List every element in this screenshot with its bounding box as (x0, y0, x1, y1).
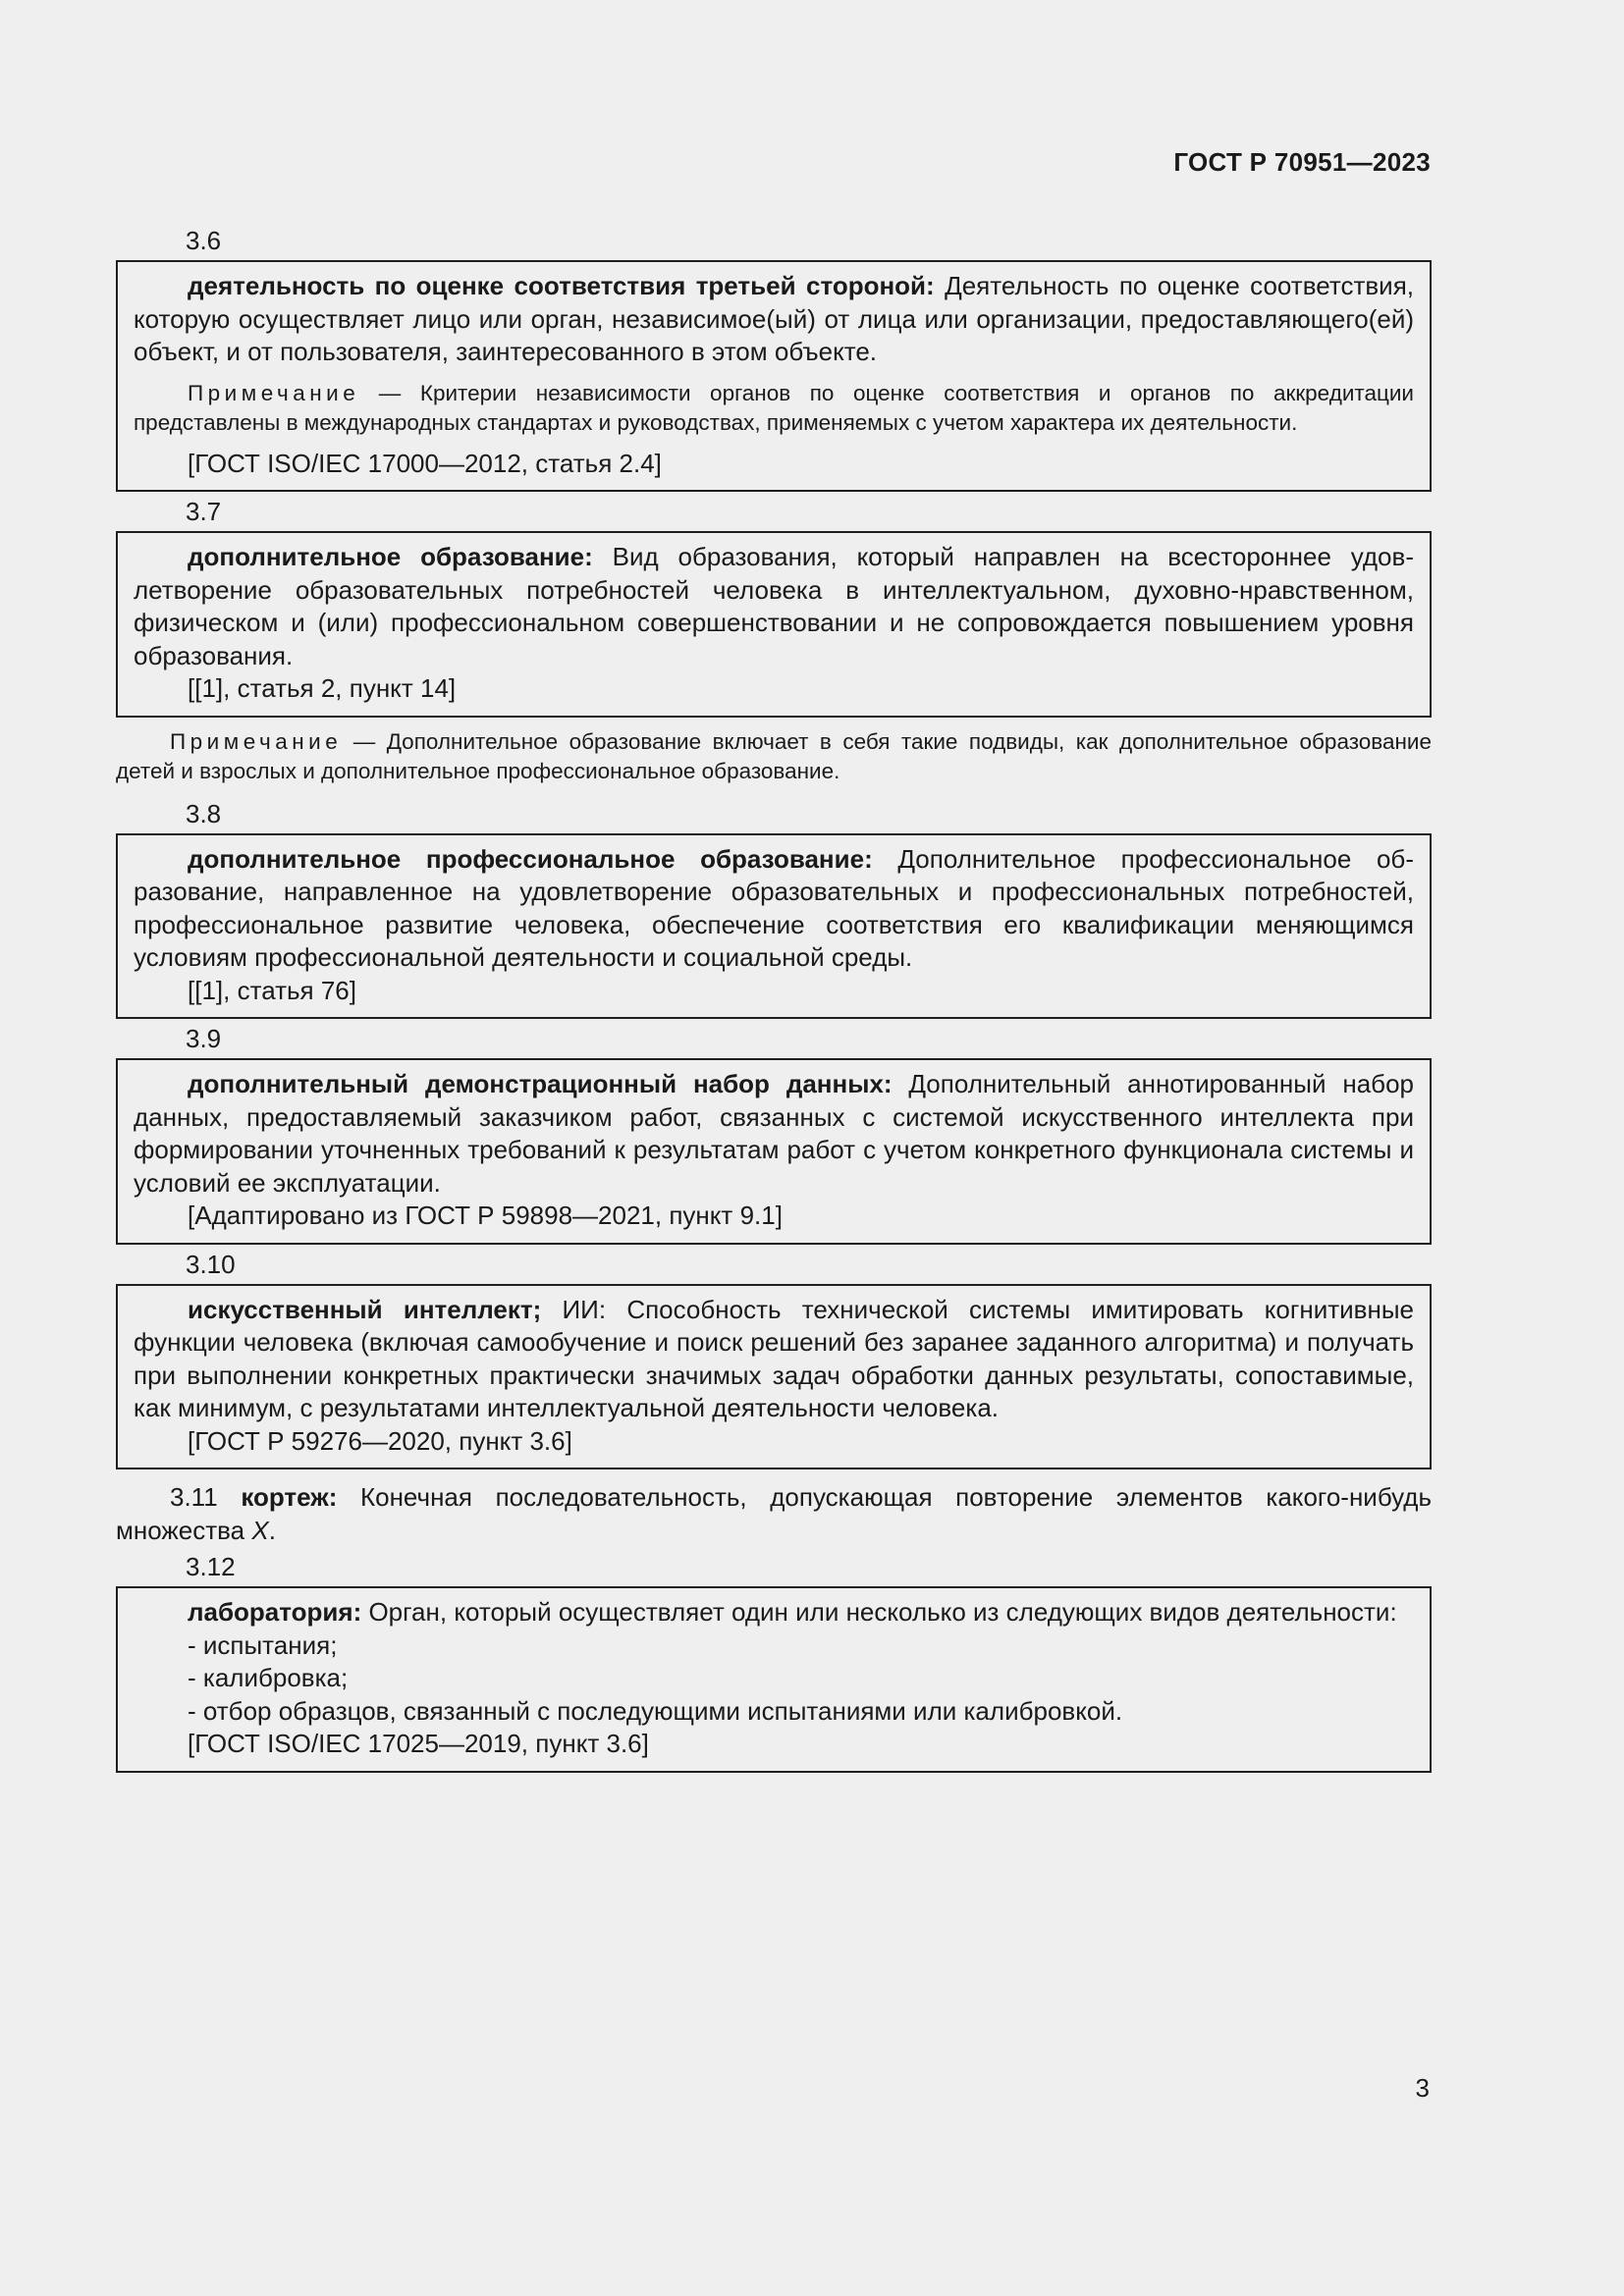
term-definition (134, 270, 1414, 369)
list-item: - испытания; (188, 1629, 338, 1660)
term-definition (116, 1481, 1432, 1547)
term-box (116, 833, 1432, 1020)
definition-text: Дополнительный аннотированный набор данных, предоставляемый заказчиком работ, связанных с системой искусственного интеллекта при формировании уточненных требований к результатам работ с учетом конкретного функционала системы и условий ее эксплуатации. (134, 1069, 1414, 1198)
term-source: [ГОСТ ISO/IEC 17025—2019, пункт 3.6] (188, 1729, 649, 1758)
term-box (116, 1058, 1432, 1245)
definition-text: Орган, который осуществляет один или несколько из следующих видов деятельности: (361, 1597, 1397, 1627)
variable-x: X (251, 1515, 269, 1545)
term-box (116, 260, 1432, 492)
term-name: лаборатория: (188, 1597, 362, 1627)
definition-text: Вид образования, который направлен на всестороннее удовлетворение образовательных потребностей человека в интеллектуальном, духовно-нравственном, физическом и (или) профессиональном совершенствовании и не сопровождается повышением уровня образования. (134, 542, 1414, 670)
list-item: - калибровка; (188, 1663, 349, 1692)
note-text: — Дополнительное образование включает в себя такие подвиды, как дополнительное образование детей и взрослых и дополнительное профессиональное образование. (116, 728, 1432, 783)
term-source: [ГОСТ ISO/IEC 17000—2012, статья 2.4] (188, 448, 662, 478)
entry-number: 3.6 (186, 226, 222, 255)
term-box (116, 1284, 1432, 1470)
note-label: Примечание (188, 380, 360, 405)
list-item: - отбор образцов, связанный с последующими испытаниями или калибровкой. (188, 1695, 1123, 1726)
term-definition (134, 1596, 1414, 1629)
entry-number: 3.12 (186, 1552, 236, 1581)
term-plain (116, 1481, 1432, 1547)
entry-number: 3.10 (186, 1249, 236, 1279)
definition-end: . (268, 1515, 276, 1545)
entry-number-inline: 3.11 (170, 1482, 218, 1512)
note (116, 727, 1432, 786)
term-name: дополнительное профессиональное образование: (188, 843, 873, 874)
term-box (116, 1586, 1432, 1773)
definition-text: Дополнительное профессиональное образование, направленное на удовлетворение образовательных и профессиональных потребностей, профессиональное развитие человека, обеспечение соответствия его квалификации меняющимся условиям профессиональной деятельности и социальной среды. (134, 843, 1414, 972)
term-source: [ГОСТ Р 59276—2020, пункт 3.6] (188, 1425, 572, 1456)
term-source: [Адаптировано из ГОСТ Р 59898—2021, пункт 9.1] (188, 1201, 783, 1230)
term-box (116, 531, 1432, 718)
note (134, 379, 1414, 438)
term-name: дополнительное образование: (188, 542, 593, 571)
terms-section (116, 221, 1432, 1773)
term-definition (134, 1068, 1414, 1200)
page-number: 3 (1415, 2073, 1430, 2103)
term-name: дополнительный демонстрационный набор данных: (188, 1069, 893, 1098)
note-text: — Критерии независимости органов по оценке соответствия и органов по аккредитации представлены в международных стандартах и руководствах, применяемых с учетом характера их деятельности. (134, 380, 1414, 435)
definition-text: ИИ: Способность технической системы имитировать когнитивные функции человека (включая самообучение и поиск решений без заранее заданного алгоритма) и получать при выполнении конкретных практически значимых задач обработки данных результаты, сопоставимые, как минимум, с результатами интеллектуальной деятельности человека. (134, 1294, 1414, 1422)
definition-text: Деятельность по оценке соответствия, которую осуществляет лицо или орган, независимое(ый) от лица или организации, предоставляющего(ей) объект, и от пользователя, заинтересованного в этом объекте. (134, 271, 1414, 366)
document-header: ГОСТ Р 70951—2023 (1173, 147, 1431, 177)
note-label: Примечание (170, 728, 343, 754)
term-source: [[1], статья 76] (188, 975, 356, 1005)
term-source: [[1], статья 2, пункт 14] (188, 673, 457, 703)
term-name: кортеж: (241, 1482, 338, 1512)
entry-number: 3.9 (186, 1024, 222, 1053)
entry-number: 3.7 (186, 497, 222, 526)
term-definition (134, 541, 1414, 672)
term-name: деятельность по оценке соответствия третьей стороной: (188, 271, 935, 300)
term-definition (134, 1294, 1414, 1425)
definition-text: Конечная последовательность, допускающая повторение элементов какого-нибудь множества (116, 1482, 1433, 1545)
term-definition (134, 843, 1414, 975)
term-name: искусственный интеллект; (188, 1294, 542, 1324)
entry-number: 3.8 (186, 798, 222, 828)
